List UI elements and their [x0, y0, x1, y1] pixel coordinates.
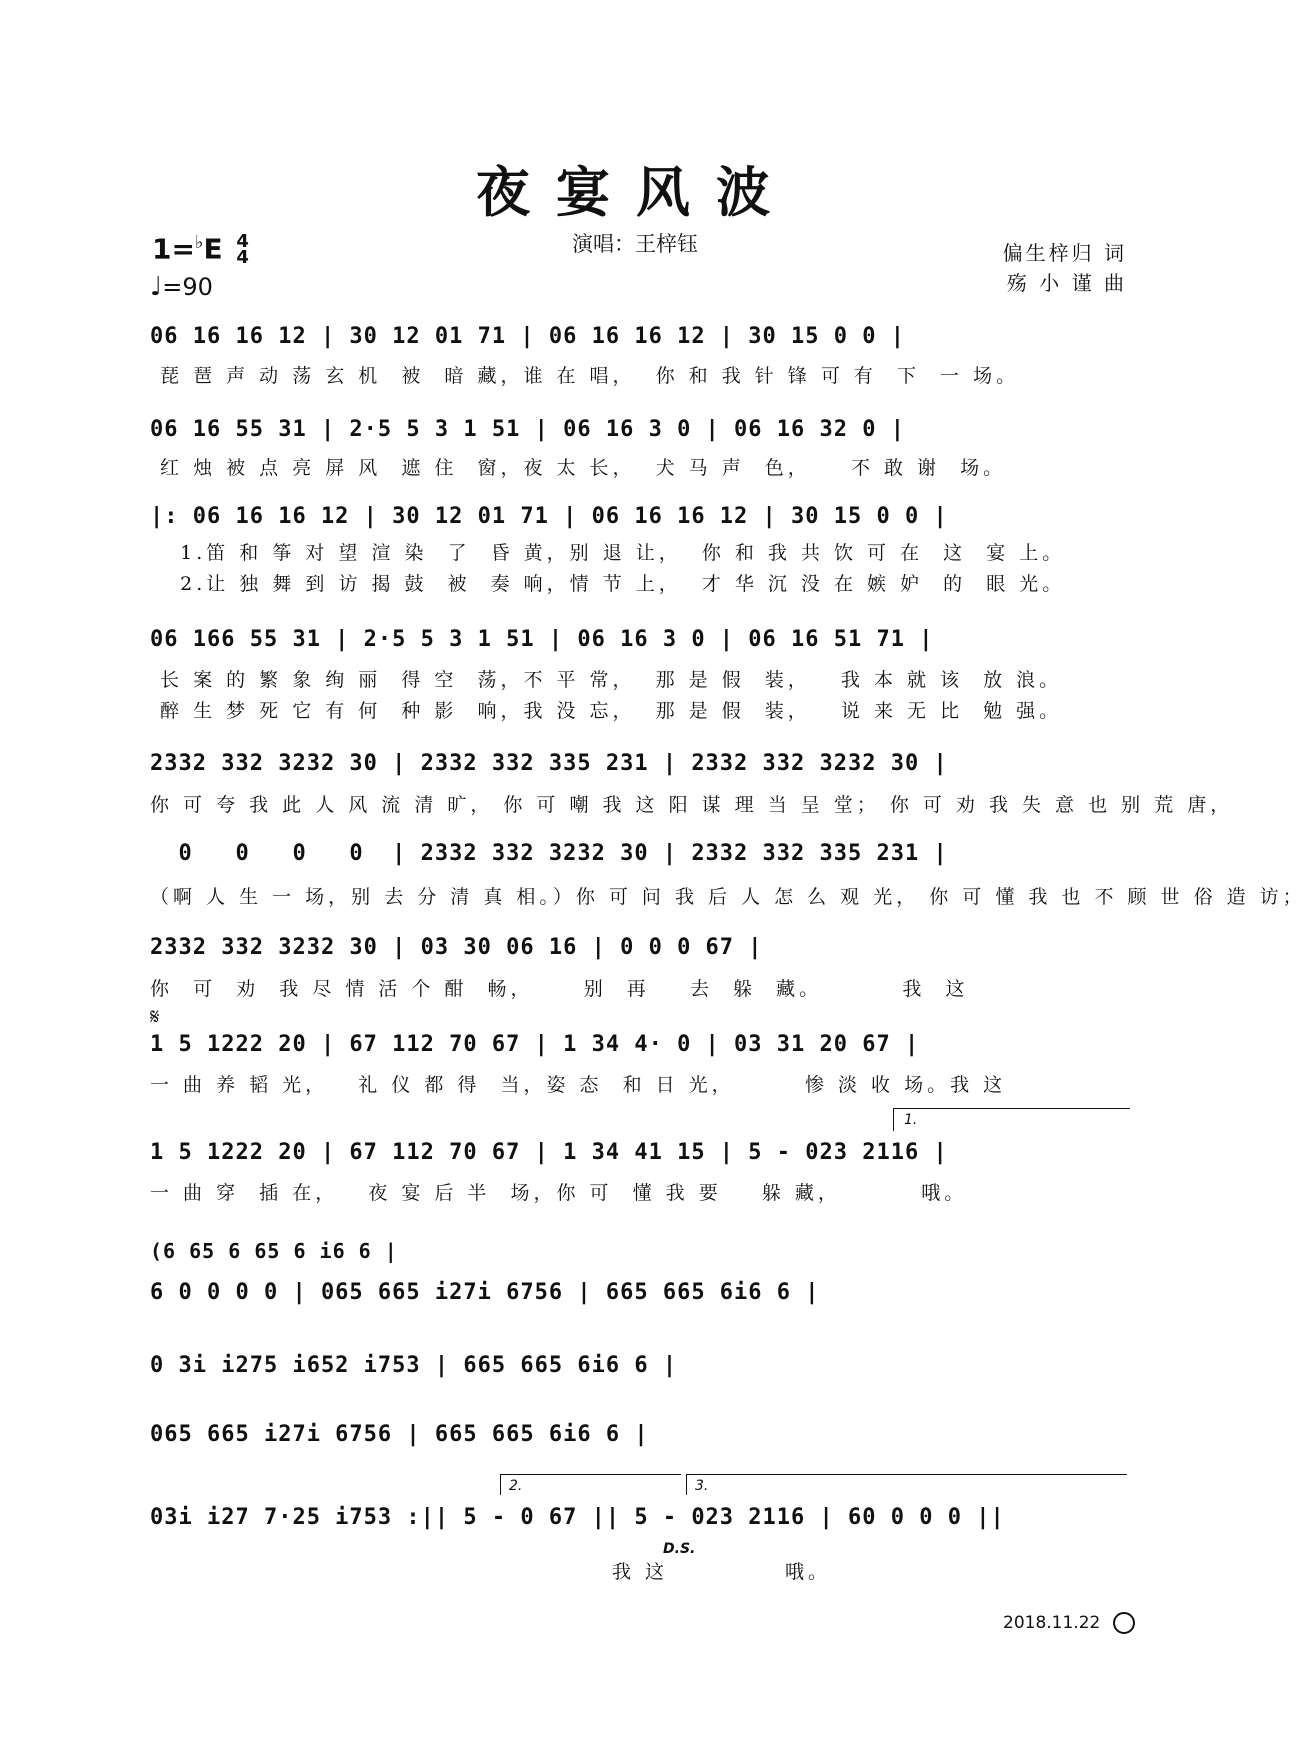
- score-line-3-lyrics-verse-1: 1.笛 和 筝 对 望 渲 染 了 昏 黄，别 退 让， 你 和 我 共 饮 可 在 这 宴 上。: [150, 542, 1066, 564]
- volta-bracket-1: [893, 1108, 1130, 1131]
- segno-sign: 𝄋: [150, 1005, 160, 1030]
- score-line-8-lyrics: 一 曲 养 韬 光， 礼 仪 都 得 当，姿 态 和 日 光， 惨 淡 收 场。我 这: [150, 1074, 1007, 1096]
- score-line-1-notes: 06 16 16 12 | 30 12 01 71 | 06 16 16 12 | 30 15 0 0 |: [150, 324, 905, 349]
- score-line-9-notes: 1 5 1222 20 | 67 112 70 67 | 1 34 41 15 | 5 - 023 2116 |: [150, 1140, 948, 1165]
- flat-sign: ♭: [194, 232, 204, 253]
- lyricist-credit: 偏生梓归 词: [1002, 241, 1127, 265]
- score-line-4-lyrics-verse-2: 醉 生 梦 死 它 有 何 种 影 响，我 没 忘， 那 是 假 装， 说 来 无 比 勉 强。: [150, 700, 1063, 722]
- score-line-5-notes: 2332 332 3232 30 | 2332 332 335 231 | 2332 332 3232 30 |: [150, 751, 948, 776]
- key-prefix: 1=: [152, 232, 195, 266]
- score-line-6-lyrics: （啊 人 生 一 场，别 去 分 清 真 相。）你 可 问 我 后 人 怎 么 观 光， 你 可 懂 我 也 不 顾 世 俗 造 访；: [150, 886, 1306, 908]
- score-line-2-lyrics: 红 烛 被 点 亮 屏 风 遮 住 窗，夜 太 长， 犬 马 声 色， 不 敢 谢 场。: [150, 457, 1007, 479]
- page-title: 夜宴风波: [476, 160, 796, 224]
- score-line-9-lyrics: 一 曲 穿 插 在， 夜 宴 后 半 场，你 可 懂 我 要 躲 藏， 哦。: [150, 1182, 968, 1204]
- key-note: E: [203, 232, 223, 266]
- composer-credit: 殇 小 谨 曲: [1006, 271, 1127, 295]
- score-line-12-notes: 065 665 i27i 6756 | 665 665 6i6 6 |: [150, 1422, 649, 1447]
- time-bottom: 4: [236, 247, 249, 269]
- singer-credit: 演唱：王梓钰: [572, 232, 698, 256]
- credits: [1003, 238, 1127, 298]
- smiley-icon: [1113, 1612, 1135, 1634]
- key-signature: [152, 231, 249, 269]
- volta-3-label: 3.: [695, 1478, 709, 1494]
- score-line-13-lyrics: 我 这: [612, 1561, 669, 1583]
- time-signature: [236, 231, 249, 269]
- score-line-10-notes: 6 0 0 0 0 | 065 665 i27i 6756 | 665 665 6i6 6 |: [150, 1280, 820, 1305]
- tempo-value: =90: [162, 273, 213, 301]
- volta-1-label: 1.: [904, 1112, 918, 1128]
- score-line-10-top-voice: (6 65 6 65 6 i6 6 |: [150, 1239, 398, 1263]
- score-line-8-notes: 1 5 1222 20 | 67 112 70 67 | 1 34 4· 0 | 03 31 20 67 |: [150, 1032, 920, 1057]
- score-line-4-lyrics-verse-1: 长 案 的 繁 象 绚 丽 得 空 荡，不 平 常， 那 是 假 装， 我 本 就 该 放 浪。: [150, 669, 1063, 691]
- score-line-11-notes: 0 3i i275 i652 i753 | 665 665 6i6 6 |: [150, 1353, 678, 1378]
- date-stamp: 2018.11.22: [1003, 1613, 1101, 1633]
- score-line-13-notes: 03i i27 7·25 i753 :|| 5 - 0 67 || 5 - 023 2116 | 60 0 0 0 ||: [150, 1505, 1005, 1530]
- volta-bracket-2: [500, 1474, 681, 1495]
- score-line-3-lyrics-verse-2: 2.让 独 舞 到 访 揭 鼓 被 奏 响，情 节 上， 才 华 沉 没 在 嫉 妒 的 眼 光。: [150, 573, 1066, 595]
- score-line-2-notes: 06 16 55 31 | 2·5 5 3 1 51 | 06 16 3 0 | 06 16 32 0 |: [150, 417, 905, 442]
- score-line-3-notes: |: 06 16 16 12 | 30 12 01 71 | 06 16 16 12 | 30 15 0 0 |: [150, 504, 948, 529]
- volta-bracket-3: [686, 1474, 1127, 1495]
- score-line-13-lyrics-end: 哦。: [785, 1561, 832, 1583]
- score-line-5-lyrics: 你 可 夸 我 此 人 风 流 清 旷， 你 可 嘲 我 这 阳 谋 理 当 呈 堂； 你 可 劝 我 失 意 也 别 荒 唐，: [150, 794, 1234, 816]
- time-top: 4: [236, 231, 249, 253]
- score-line-7-lyrics: 你 可 劝 我 尽 情 活 个 酣 畅， 别 再 去 躲 藏。 我 这: [150, 978, 969, 1000]
- score-line-4-notes: 06 166 55 31 | 2·5 5 3 1 51 | 06 16 3 0 | 06 16 51 71 |: [150, 627, 934, 652]
- tempo-marking: [150, 272, 213, 302]
- score-line-6-notes: 0 0 0 0 | 2332 332 3232 30 | 2332 332 335 231 |: [150, 841, 948, 866]
- dal-segno-mark: D.S.: [663, 1541, 696, 1557]
- score-line-1-lyrics: 琵 琶 声 动 荡 玄 机 被 暗 藏，谁 在 唱， 你 和 我 针 锋 可 有 下 一 场。: [150, 365, 1020, 387]
- score-line-7-notes: 2332 332 3232 30 | 03 30 06 16 | 0 0 0 67 |: [150, 935, 763, 960]
- volta-2-label: 2.: [509, 1478, 523, 1494]
- quarter-note-icon: ♩: [150, 272, 163, 302]
